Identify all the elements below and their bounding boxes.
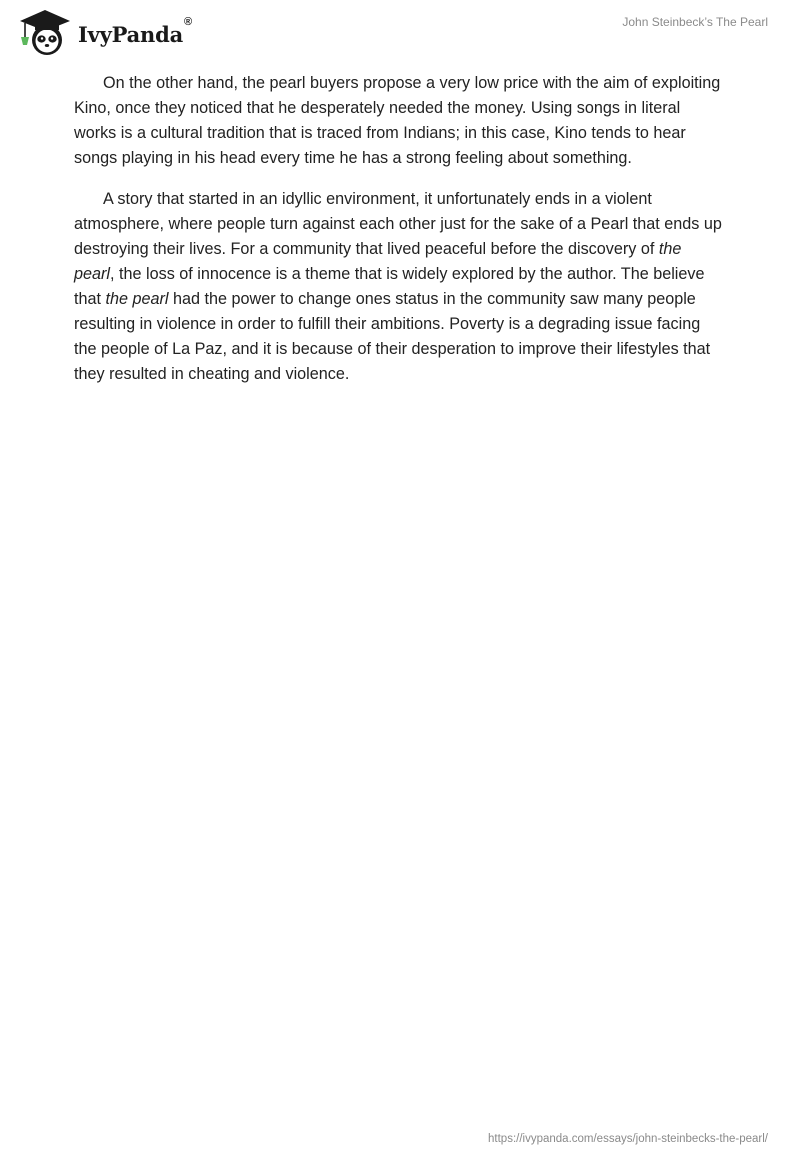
ivypanda-logo[interactable] bbox=[16, 7, 192, 57]
page-header bbox=[0, 0, 800, 64]
paragraph-text: had the power to change ones status in the community saw many people resulting in violence in order to fulfill their ambitions. Poverty is a degrading issue facing the people of La Paz, and it is because of their desperation to improve their lifestyles that they resulted in cheating and violence. bbox=[74, 290, 711, 383]
italic-title: the pearl bbox=[105, 290, 169, 308]
essay-body bbox=[74, 71, 726, 403]
paragraph-text: , the loss of innocence is a theme that is widely explored by the author. The believe that bbox=[74, 265, 705, 308]
paragraph: On the other hand, the pearl buyers propose a very low price with the aim of exploiting Kino, once they noticed that he desperately needed the money. Using songs in literal works is a cultural tradition that is traced from Indians; in this case, Kino tends to hear songs playing in his head every time he has a strong feeling about something. bbox=[74, 74, 721, 167]
paragraph-text: A story that started in an idyllic environment, it unfortunately ends in a violent atmosphere, where people turn against each other just for the sake of a Pearl that ends up destroying their lives. For a community that lived peaceful before the discovery of bbox=[74, 190, 722, 258]
panda-graduation-cap-icon bbox=[16, 7, 74, 57]
logo-wordmark: IvyPanda bbox=[78, 21, 184, 47]
paragraph bbox=[74, 187, 726, 387]
registered-mark: ® bbox=[184, 16, 193, 28]
source-url-link[interactable]: https://ivypanda.com/essays/john-steinbecks-the-pearl/ bbox=[488, 1133, 768, 1145]
italic-title: the pearl bbox=[74, 240, 682, 283]
document-title: John Steinbeck’s The Pearl bbox=[622, 15, 768, 29]
